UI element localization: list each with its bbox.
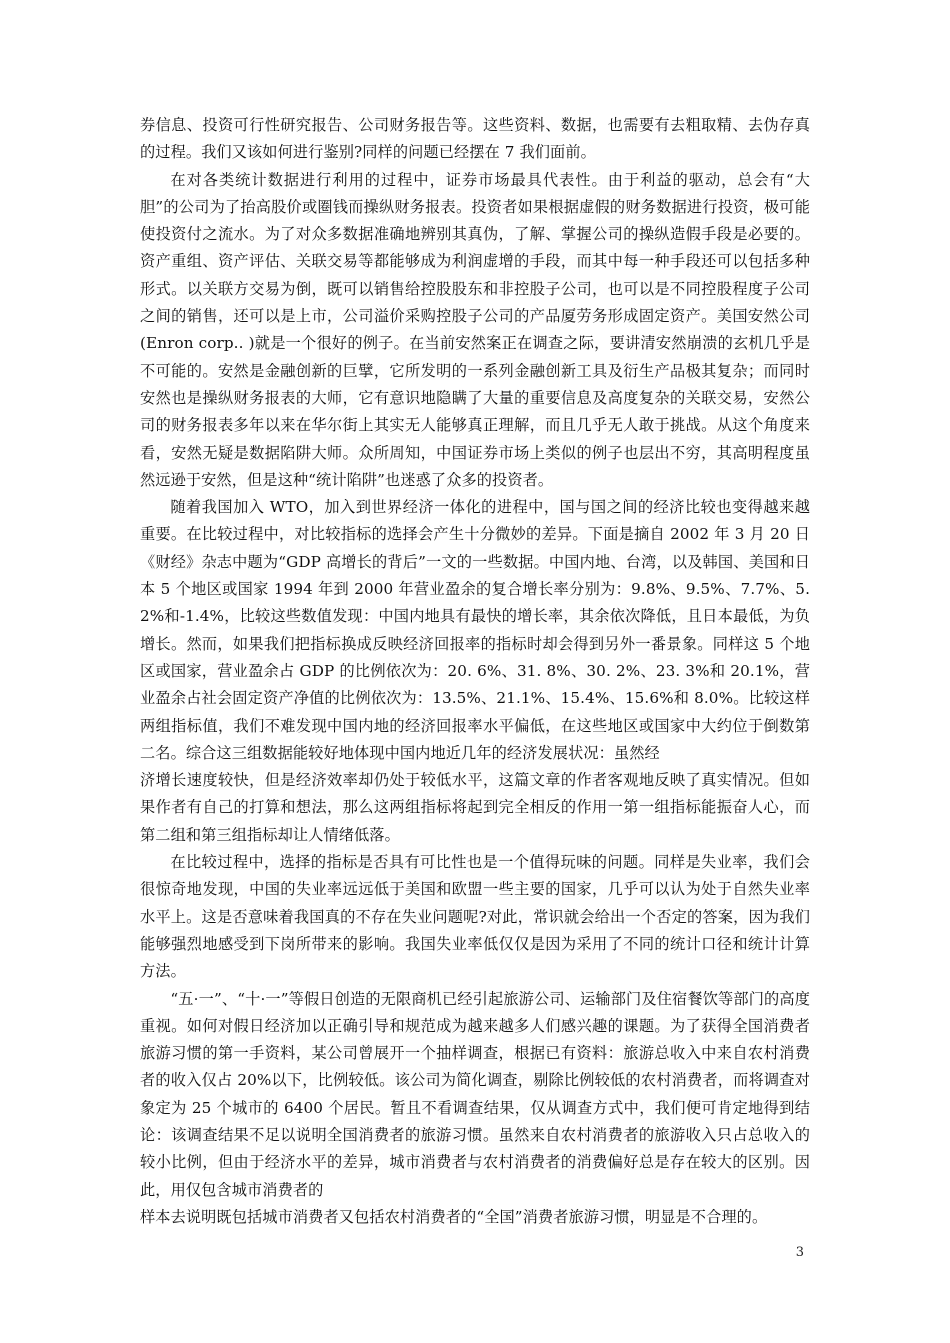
page-number: 3 xyxy=(795,1245,804,1260)
paragraph-comparison-continued: 济增长速度较快，但是经济效率却仍处于较低水平，这篇文章的作者客观地反映了真实情况。但如果作者有自己的打算和想法，那么这两组指标将起到完全相反的作用一第一组指标能振奋人心，而第二组和第三组指标却让人情绪低落。 xyxy=(140,771,810,844)
paragraph-securities-market: 在对各类统计数据进行利用的过程中，证券市场最具代表性。由于利益的驱动，总会有“大胆”的公司为了抬高股价或圈钱而操纵财务报表。投资者如果根据虚假的财务数据进行投资，极可能使投资付之流水。为了对众多数据准确地辨别其真伪，了解、掌握公司的操纵造假手段是必要的。资产重组、资产评估、关联交易等都能够成为利润虚增的手段，而其中每一种手段还可以包括多种形式。以关联方交易为倒，既可以销售给控股股东和非控股子公司，也可以是不同控股程度子公司之间的销售，还可以是上市，公司溢价采购控股子公司的产品厦劳务形成固定资产。美国安然公司(Enron corp.. )就是一个很好的例子。在当前安然案正在调查之际，要讲清安然崩溃的玄机几乎是不可能的。安然是金融创新的巨擘，它所发明的一系列金融创新工具及衍生产品极其复杂；而同时安然也是操纵财务报表的大师，它有意识地隐瞒了大量的重要信息及高度复杂的关联交易，安然公司的财务报表多年以来在华尔街上其实无人能够真正理解，而且几乎无人敢于挑战。从这个角度来看，安然无疑是数据陷阱大师。众所周知，中国证券市场上类似的例子也层出不穷，其高明程度虽然远逊于安然，但是这种“统计陷阱”也迷惑了众多的投资者。 xyxy=(140,170,810,489)
document-body xyxy=(140,112,810,1231)
paragraph-continuation-intro: 券信息、投资可行性研究报告、公司财务报告等。这些资料、数据，也需要有去粗取精、去伪存真的过程。我们又该如何进行鉴别?同样的问题已经摆在 7 我们面前。 xyxy=(140,116,810,162)
paragraph-holiday-continued: 样本去说明既包括城市消费者又包括农村消费者的“全国”消费者旅游习惯，明显是不合理的。 xyxy=(140,1207,768,1226)
paragraph-holiday-economy: “五·一”、“十·一”等假日创造的无限商机已经引起旅游公司、运输部门及住宿餐饮等部门的高度重视。如何对假日经济加以正确引导和规范成为越来越多人们感兴趣的课题。为了获得全国消费者旅游习惯的第一手资料，某公司曾展开一个抽样调查，根据已有资料：旅游总收入中来自农村消费者的收入仅占 20%以下，比例较低。该公司为简化调查，剔除比例较低的农村消费者，而将调查对象定为 25 个城市的 6400 个居民。暂且不看调查结果，仅从调查方式中，我们便可肯定地得到结论：该调查结果不足以说明全国消费者的旅游习惯。虽然来自农村消费者的旅游收入只占总收入的较小比例，但由于经济水平的差异，城市消费者与农村消费者的消费偏好总是存在较大的区别。因此，用仅包含城市消费者的 xyxy=(140,989,810,1199)
paragraph-unemployment-rate: 在比较过程中，选择的指标是否具有可比性也是一个值得玩味的问题。同样是失业率，我们会很惊奇地发现，中国的失业率远远低于美国和欧盟一些主要的国家，几乎可以认为处于自然失业率水平上。这是否意味着我国真的不存在失业问题呢?对此，常识就会给出一个否定的答案，因为我们能够强烈地感受到下岗所带来的影响。我国失业率低仅仅是因为采用了不同的统计口径和统计计算方法。 xyxy=(140,853,810,981)
paragraph-international-comparison: 随着我国加入 WTO，加入到世界经济一体化的进程中，国与国之间的经济比较也变得越来越重要。在比较过程中，对比较指标的选择会产生十分微妙的差异。下面是摘自 2002 年 3 月 20 日《财经》杂志中题为“GDP 高增长的背后”一文的一些数据。中国内地、台湾，以及韩国、美国和日本 5 个地区或国家 1994 年到 2000 年营业盈余的复合增长率分别为：9.8%、9.5%、7.7%、5.2%和-1.4%，比较这些数值发现：中国内地具有最快的增长率，其余依次降低，且日本最低，为负增长。然而，如果我们把指标换成反映经济回报率的指标时却会得到另外一番景象。同样这 5 个地区或国家，营业盈余占 GDP 的比例依次为：20. 6%、31. 8%、30. 2%、23. 3%和 20.1%，营业盈余占社会固定资产净值的比例依次为：13.5%、21.1%、15.4%、15.6%和 8.0%。比较这样两组指标值，我们不难发现中国内地的经济回报率水平偏低，在这些地区或国家中大约位于倒数第二名。综合这三组数据能较好地体现中国内地近几年的经济发展状况：虽然经 xyxy=(140,498,810,762)
